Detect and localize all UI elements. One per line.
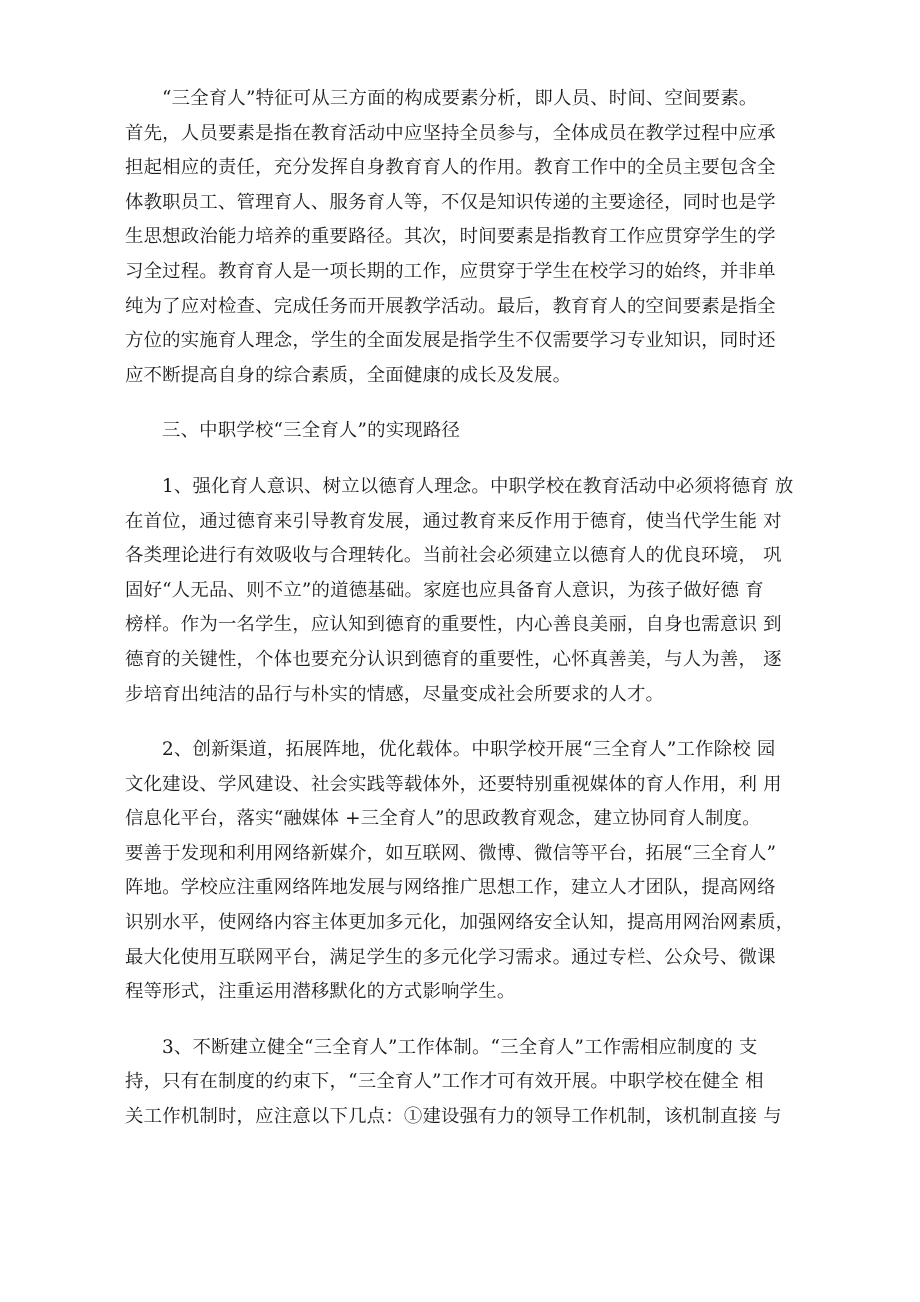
text-line: 程等形式，注重运用潜移默化的方式影响学生。 [125,981,516,1003]
text-line: 应不断提高自身的综合素质，全面健康的成长及发展。 [125,364,572,386]
text-line: 阵地。学校应注重网络阵地发展与网络推广思想工作，建立人才团队，提高网络 [125,877,776,899]
heading-text: 三、中职学校“三全育人”的实现路径 [162,420,461,442]
text-line: 最大化使用互联网平台，满足学生的多元化学习需求。通过专栏、公众号、微课 [125,946,776,968]
text-line: 习全过程。教育育人是一项长期的工作，应贯穿于学生在校学习的始终，并非单 [125,260,776,282]
text-line: 3、不断建立健全“三全育人”工作体制。“三全育人”工作需相应制度的 支 [162,1036,758,1058]
text-line: 1、强化育人意识、树立以德育人理念。中职学校在教育活动中必须将德育 放 [162,475,794,497]
text-line: 信息化平台，落实“融媒体 +三全育人”的思政教育观念，建立协同育人制度。 [125,808,761,830]
text-line: 体教职员工、管理育人、服务育人等，不仅是知识传递的主要途径，同时也是学 [125,191,776,213]
paragraph-point-2 [125,733,801,1010]
text-line: 2、创新渠道，拓展阵地，优化载体。中职学校开展“三全育人”工作除校 园 [162,739,776,761]
text-line: 在首位，通过德育来引导教育发展，通过教育来反作用于德育，使当代学生能 对 [125,510,782,532]
text-line: 德育的关键性，个体也要充分认识到德育的重要性，心怀真善美，与人为善， 逐 [125,648,782,670]
text-line: 担起相应的责任，充分发挥自身教育育人的作用。教育工作中的全员主要包含全 [125,157,776,179]
text-line: 固好“人无品、则不立”的道德基础。家庭也应具备育人意识，为孩子做好德 育 [125,579,764,601]
text-line: 要善于发现和利用网络新媒介，如互联网、微博、微信等平台，拓展“三全育人” [125,842,777,864]
paragraph-three-elements [125,82,801,393]
text-line: 识别水平，使网络内容主体更加多元化，加强网络安全认知，提高用网治网素质， [125,912,795,934]
text-line: 各类理论进行有效吸收与合理转化。当前社会必须建立以德育人的优良环境， 巩 [125,545,782,567]
text-line: 生思想政治能力培养的重要路径。其次，时间要素是指教育工作应贯穿学生的学 [125,226,776,248]
text-line: 纯为了应对检查、完成任务而开展教学活动。最后，教育育人的空间要素是指全 [125,295,776,317]
paragraph-point-1 [125,470,801,712]
text-line: 方位的实施育人理念，学生的全面发展是指学生不仅需要学习专业知识，同时还 [125,330,776,352]
text-line: 关工作机制时，应注意以下几点：①建设强有力的领导工作机制，该机制直接 与 [125,1106,782,1128]
text-line: 步培育出纯洁的品行与朴实的情感，尽量变成社会所要求的人才。 [125,683,665,705]
text-line: 持，只有在制度的约束下，“三全育人”工作才可有效开展。中职学校在健全 相 [125,1071,764,1093]
paragraph-point-3 [125,1031,801,1135]
document-page [125,82,801,1135]
text-line: 榜样。作为一名学生，应认知到德育的重要性，内心善良美丽，自身也需意识 到 [125,614,782,636]
section-heading [125,414,801,449]
text-line: “三全育人”特征可从三方面的构成要素分析，即人员、时间、空间要素。 [162,88,758,109]
text-line: 文化建设、学风建设、社会实践等载体外，还要特别重视媒体的育人作用，利 用 [125,773,782,795]
text-line: 首先，人员要素是指在教育活动中应坚持全员参与，全体成员在教学过程中应承 [125,122,776,144]
